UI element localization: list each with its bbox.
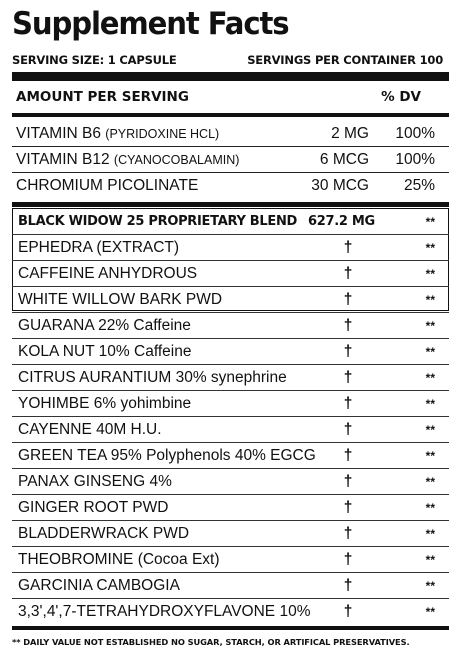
- ingredient-amount: †: [343, 525, 353, 542]
- nutrient-dv: 100%: [395, 125, 435, 142]
- ingredient-name: BLADDERWRACK PWD: [18, 525, 190, 542]
- ingredient-name: CAYENNE 40M H.U.: [18, 421, 162, 438]
- ingredient-dv: **: [425, 319, 435, 333]
- ingredient-dv: **: [425, 371, 435, 385]
- ingredient-name: 3,3',4',7-TETRAHYDROXYFLAVONE 10%: [18, 603, 311, 620]
- nutrient-name-sub: (CYANOCOBALAMIN): [113, 153, 240, 167]
- ingredient-row: [12, 313, 449, 339]
- vitamin-row: [12, 147, 449, 173]
- ingredient-name: GUARANA 22% Caffeine: [18, 317, 191, 334]
- ingredient-list: [12, 209, 449, 625]
- ingredient-dv: **: [425, 423, 435, 437]
- ingredient-row: [12, 339, 449, 365]
- ingredient-name: CITRUS AURANTIUM 30% synephrine: [18, 369, 287, 386]
- ingredient-amount: †: [343, 577, 353, 594]
- nutrient-amount: 6 MCG: [319, 151, 369, 168]
- ingredient-dv: **: [425, 553, 435, 567]
- footnote: ** DAILY VALUE NOT ESTABLISHED NO SUGAR, STARCH, OR ARTIFICAL PRESERVATIVES.: [12, 637, 410, 647]
- ingredient-name: WHITE WILLOW BARK PWD: [18, 291, 223, 308]
- ingredient-amount: †: [343, 603, 353, 620]
- ingredient-name: GARCINIA CAMBOGIA: [18, 577, 180, 594]
- serving-info: [12, 51, 443, 69]
- ingredient-name: YOHIMBE 6% yohimbine: [18, 395, 192, 412]
- thick-divider: [12, 72, 449, 81]
- nutrient-amount: 2 MG: [331, 125, 369, 142]
- ingredient-dv: **: [425, 579, 435, 593]
- ingredient-dv: **: [425, 501, 435, 515]
- ingredient-amount: †: [343, 473, 353, 490]
- ingredient-amount: †: [343, 551, 353, 568]
- ingredient-dv: **: [425, 475, 435, 489]
- ingredient-amount: †: [343, 421, 353, 438]
- servings-per-container: SERVINGS PER CONTAINER 100: [247, 53, 443, 67]
- blend-name: BLACK WIDOW 25 PROPRIETARY BLEND: [18, 214, 298, 229]
- nutrient-name-main: CHROMIUM PICOLINATE: [16, 177, 199, 194]
- ingredient-row: [12, 391, 449, 417]
- ingredient-name: GREEN TEA 95% Polyphenols 40% EGCG: [18, 447, 316, 464]
- ingredient-row: [12, 417, 449, 443]
- ingredient-amount: †: [343, 265, 353, 282]
- ingredient-name: GINGER ROOT PWD: [18, 499, 169, 516]
- ingredient-amount: †: [343, 395, 353, 412]
- ingredient-amount: †: [343, 369, 353, 386]
- ingredient-dv: **: [425, 241, 435, 255]
- nutrient-name-main: VITAMIN B12: [16, 151, 110, 168]
- ingredient-row: [12, 469, 449, 495]
- ingredient-dv: **: [425, 293, 435, 307]
- ingredient-row: [12, 547, 449, 573]
- blend-divider: [12, 202, 449, 207]
- ingredient-name: EPHEDRA (EXTRACT): [18, 239, 180, 256]
- panel-title: Supplement Facts: [12, 6, 289, 42]
- ingredient-dv: **: [425, 397, 435, 411]
- ingredient-row: [12, 443, 449, 469]
- ingredient-row: [12, 365, 449, 391]
- ingredient-dv: **: [425, 345, 435, 359]
- ingredient-dv: **: [425, 605, 435, 619]
- nutrient-name-sub: (PYRIDOXINE HCL): [105, 127, 220, 141]
- vitamin-list: [12, 121, 449, 199]
- medium-divider: [12, 113, 449, 117]
- amount-header: [12, 83, 449, 111]
- blend-row: [12, 209, 449, 235]
- nutrient-name: [16, 173, 198, 199]
- nutrient-name: [16, 147, 239, 173]
- nutrient-amount: 30 MCG: [311, 177, 369, 194]
- ingredient-name: PANAX GINSENG 4%: [18, 473, 172, 490]
- ingredient-dv: **: [425, 527, 435, 541]
- ingredient-name: THEOBROMINE (Cocoa Ext): [18, 551, 220, 568]
- ingredient-row: [12, 573, 449, 599]
- ingredient-dv: **: [425, 267, 435, 281]
- ingredient-row: [12, 287, 449, 313]
- ingredient-row: [12, 521, 449, 547]
- amount-per-serving-label: AMOUNT PER SERVING: [16, 89, 189, 105]
- ingredient-name: CAFFEINE ANHYDROUS: [18, 265, 198, 282]
- ingredient-amount: †: [343, 499, 353, 516]
- ingredient-row: [12, 495, 449, 521]
- vitamin-row: [12, 173, 449, 199]
- vitamin-row: [12, 121, 449, 147]
- blend-dv: **: [425, 215, 435, 229]
- ingredient-amount: †: [343, 239, 353, 256]
- blend-amount: 627.2 MG: [308, 214, 375, 229]
- serving-size: SERVING SIZE: 1 CAPSULE: [12, 53, 177, 67]
- ingredient-row: [12, 261, 449, 287]
- bottom-divider: [12, 626, 449, 630]
- ingredient-amount: †: [343, 343, 353, 360]
- ingredient-row: [12, 599, 449, 625]
- nutrient-name-main: VITAMIN B6: [16, 125, 101, 142]
- nutrient-dv: 25%: [403, 177, 435, 194]
- dv-label: % DV: [381, 89, 421, 105]
- ingredient-dv: **: [425, 449, 435, 463]
- ingredient-amount: †: [343, 447, 353, 464]
- ingredient-amount: †: [343, 317, 353, 334]
- nutrient-dv: 100%: [395, 151, 435, 168]
- ingredient-name: KOLA NUT 10% Caffeine: [18, 343, 192, 360]
- ingredient-row: [12, 235, 449, 261]
- ingredient-amount: †: [343, 291, 353, 308]
- nutrient-name: [16, 121, 219, 147]
